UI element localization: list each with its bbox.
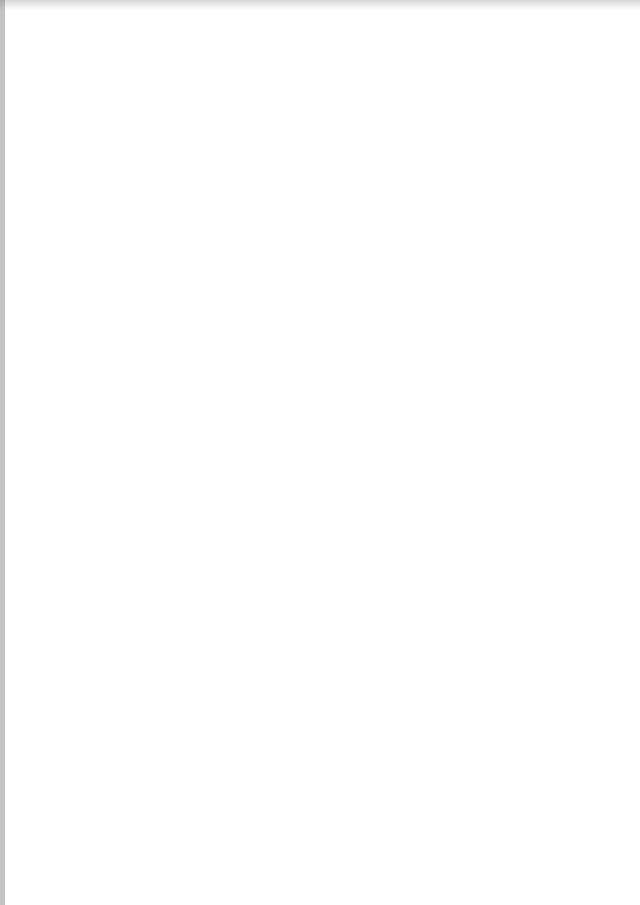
scan-edge-left — [0, 0, 5, 905]
scan-edge-top — [0, 0, 640, 10]
